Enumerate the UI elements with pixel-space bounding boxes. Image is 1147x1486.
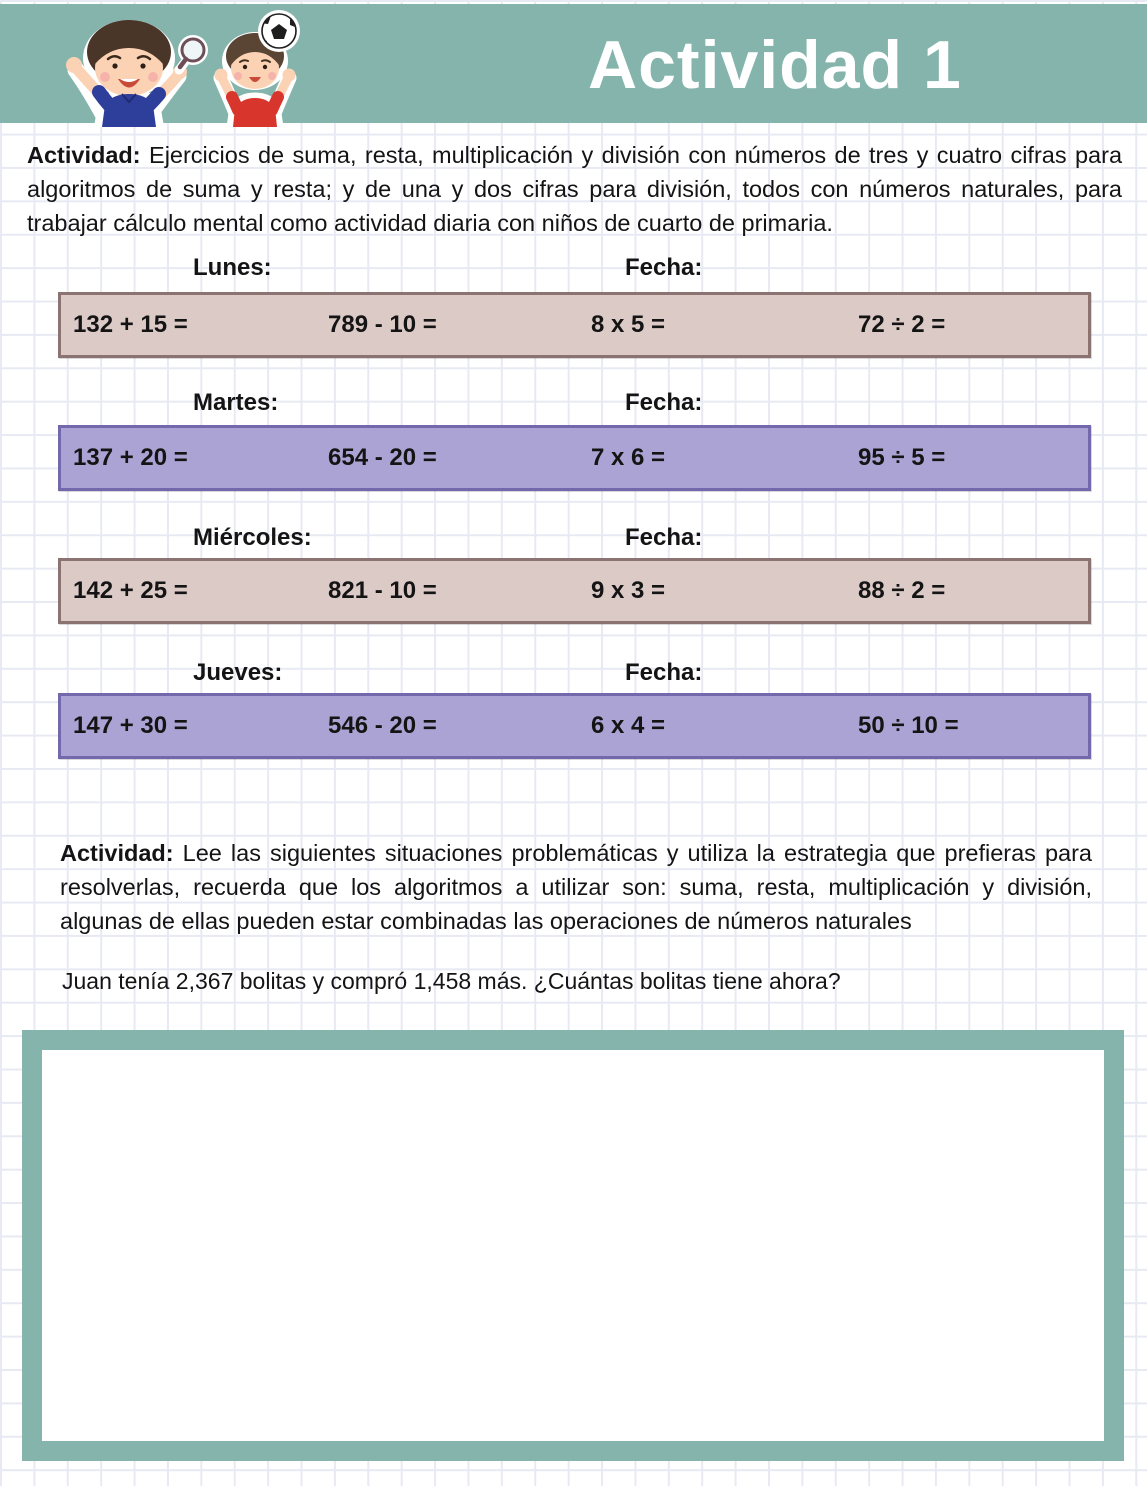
- exercise: 50 ÷ 10 =: [858, 712, 959, 739]
- intro-label: Actividad:: [27, 142, 141, 168]
- word-problem: Juan tenía 2,367 bolitas y compró 1,458 más. ¿Cuántas bolitas tiene ahora?: [62, 968, 841, 994]
- blue-boy-figure: [66, 20, 187, 127]
- exercise: 72 ÷ 2 =: [858, 311, 946, 338]
- day-labels-martes: [0, 389, 1147, 419]
- page-title: Actividad 1: [588, 27, 962, 103]
- exercise: 95 ÷ 5 =: [858, 444, 946, 471]
- magnifier-icon: [178, 35, 208, 70]
- intro-text: Ejercicios de suma, resta, multiplicación y división con números de tres y cuatro cifras para algoritmos de suma y resta; y de una y dos cifras para división, todos con números naturales, para trabajar cálculo mental como actividad diaria con niños de cuarto de primaria.: [27, 142, 1123, 236]
- exercise: 6 x 4 =: [591, 712, 666, 739]
- day-labels-jueves: [0, 659, 1147, 689]
- fecha-label-lunes: Fecha:: [625, 254, 703, 281]
- header-band: [0, 4, 1147, 123]
- fecha-label-miercoles: Fecha:: [625, 524, 703, 551]
- second-activity-text: Lee las siguientes situaciones problemáticas y utiliza la estrategia que prefieras para resolverlas, recuerda que los algoritmos a utilizar son: suma, resta, multiplicación y división, algunas de ellas pueden estar combinadas las operaciones de números naturales: [60, 840, 1092, 934]
- exercise: 142 + 25 =: [73, 577, 188, 604]
- exercise-bar-martes: [58, 425, 1091, 491]
- exercise: 9 x 3 =: [591, 577, 666, 604]
- exercise: 8 x 5 =: [591, 311, 666, 338]
- exercise: 654 - 20 =: [328, 444, 437, 471]
- intro-paragraph: [27, 138, 1122, 240]
- exercise: 546 - 20 =: [328, 712, 437, 739]
- exercise-bar-miercoles: [58, 558, 1091, 624]
- fecha-label-martes: Fecha:: [625, 389, 703, 416]
- exercise: 7 x 6 =: [591, 444, 666, 471]
- exercise: 147 + 30 =: [73, 712, 188, 739]
- exercise-bar-jueves: [58, 693, 1091, 759]
- exercise: 132 + 15 =: [73, 311, 188, 338]
- exercise: 137 + 20 =: [73, 444, 188, 471]
- exercise: 821 - 10 =: [328, 577, 437, 604]
- day-name-jueves: Jueves:: [193, 659, 283, 686]
- day-labels-lunes: [0, 254, 1147, 284]
- day-name-martes: Martes:: [193, 389, 279, 416]
- day-labels-miercoles: [0, 524, 1147, 554]
- exercise: 789 - 10 =: [328, 311, 437, 338]
- fecha-label-jueves: Fecha:: [625, 659, 703, 686]
- exercise-bar-lunes: [58, 292, 1091, 358]
- day-name-miercoles: Miércoles:: [193, 524, 312, 551]
- second-activity-label: Actividad:: [60, 840, 174, 866]
- answer-work-box: [22, 1030, 1124, 1461]
- day-name-lunes: Lunes:: [193, 254, 272, 281]
- exercise: 88 ÷ 2 =: [858, 577, 946, 604]
- kids-illustration: [52, 6, 320, 127]
- second-activity-paragraph: [60, 836, 1092, 938]
